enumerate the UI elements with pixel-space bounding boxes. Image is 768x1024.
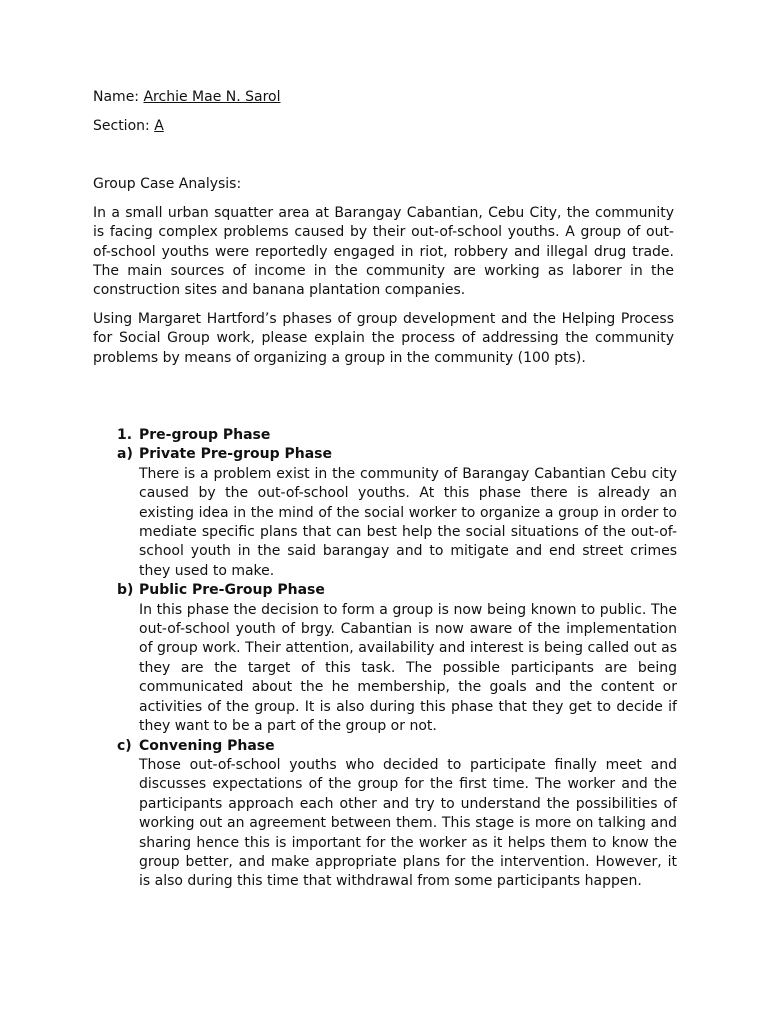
name-line xyxy=(93,88,281,107)
subphase-b-title: Public Pre-Group Phase xyxy=(139,582,325,599)
subphase-c-heading xyxy=(117,737,677,756)
subphase-a-text: There is a problem exist in the community of Barangay Cabantian Cebu city caused by the out-of-school youths. At this phase there is already an existing idea in the mind of the social worker to organize a group in order to mediate specific plans that can best help the social situations of the out-of-school youth in the said barangay and to mitigate and end street crimes they used to make. xyxy=(139,465,677,579)
subphase-b-marker: b) xyxy=(117,582,134,599)
section-label: Section: xyxy=(93,118,150,134)
phase-title: Pre-group Phase xyxy=(139,427,271,443)
subphase-c-title: Convening Phase xyxy=(139,737,275,754)
phase-heading xyxy=(117,426,677,445)
subphase-b-heading xyxy=(117,581,677,600)
instruction-paragraph: Using Margaret Hartford’s phases of group development and the Helping Process for Social Group work, please explain the process of addressing the community problems by means of organizing a group in the community (100 pts). xyxy=(93,311,674,366)
subphase-a-title: Private Pre-group Phase xyxy=(139,446,332,463)
subphase-b-text: In this phase the decision to form a group is now being known to public. The out-of-school youth of brgy. Cabantian is now aware of the implementation of group work. Their attention, availability and interest is being called out as they are the target of this task. The possible participants are being communicated about the he membership, the goals and the content or activities of the group. It is also during this phase that they get to decide if they want to be a part of the group or not. xyxy=(139,601,677,735)
case-paragraph: In a small urban squatter area at Barangay Cabantian, Cebu City, the community is facing complex problems caused by their out-of-school youths. A group of out-of-school youths were reportedly engaged in riot, robbery and illegal drug trade. The main sources of income in the community are working as laborer in the construction sites and banana plantation companies. xyxy=(93,205,674,299)
phase-number: 1. xyxy=(117,427,133,443)
subphase-a-heading xyxy=(117,445,677,464)
subphase-c-marker: c) xyxy=(117,737,132,754)
subphase-c-text: Those out-of-school youths who decided to participate finally meet and discusses expectations of the group for the first time. The worker and the participants approach each other and try to understand the possibilities of working out an agreement between them. This stage is more on talking and sharing hence this is important for the worker as it helps them to know the group better, and make appropriate plans for the intervention. However, it is also during this time that withdrawal from some participants happen. xyxy=(139,756,677,890)
section-line xyxy=(93,117,164,136)
phases-list xyxy=(117,426,677,892)
name-label: Name: xyxy=(93,89,140,105)
analysis-title: Group Case Analysis: xyxy=(93,176,242,192)
section-value: A xyxy=(154,118,164,134)
subphase-a-marker: a) xyxy=(117,446,133,463)
name-value: Archie Mae N. Sarol xyxy=(143,89,281,105)
